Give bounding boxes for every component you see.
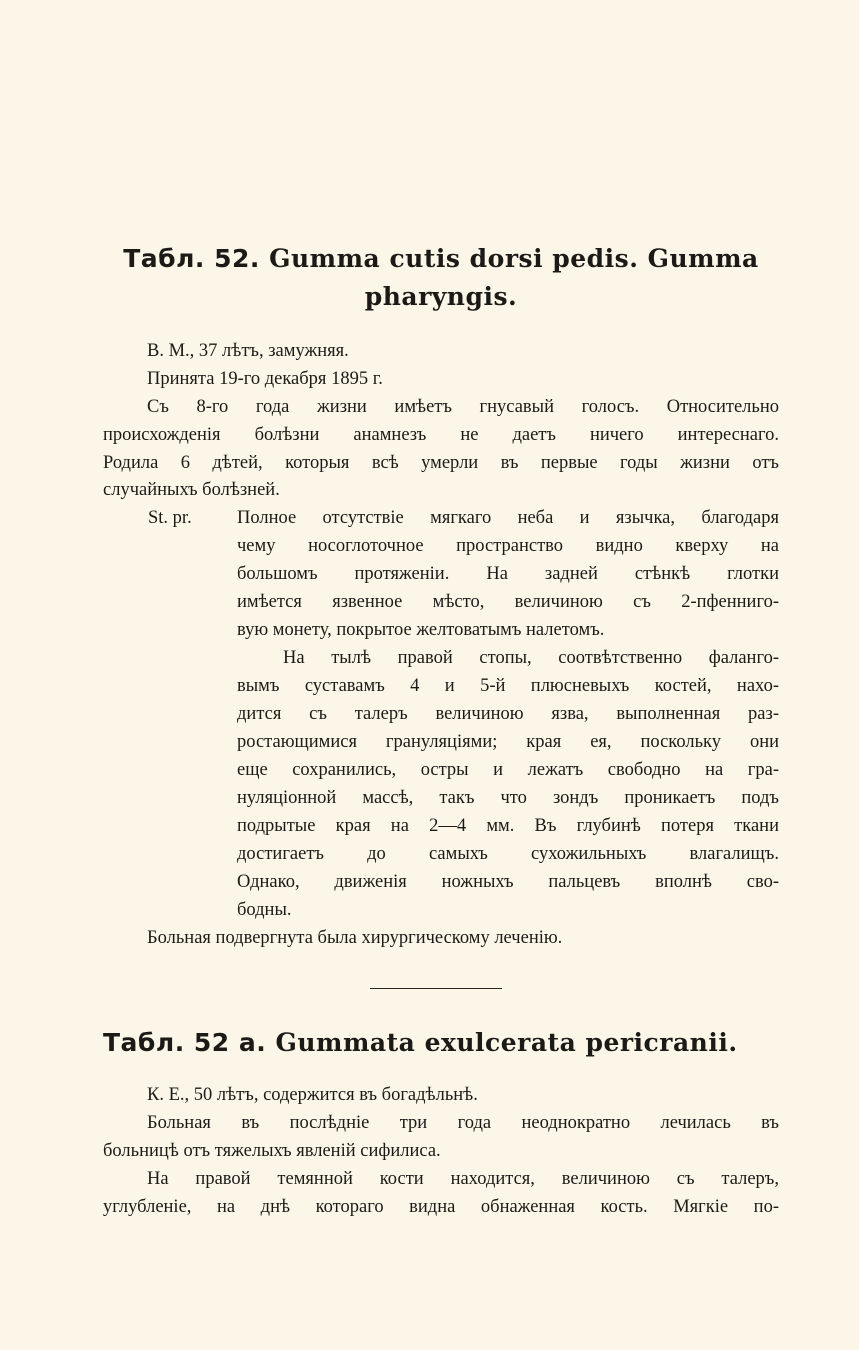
title-prefix: Табл. 52 а. xyxy=(103,1028,267,1057)
title-latin: Gummata exulcerata pericranii. xyxy=(275,1028,738,1057)
title-latin-line2: pharyngis. xyxy=(364,282,518,311)
status-line: вую монету, покрытое желтоватымъ налетомъ. xyxy=(237,620,605,640)
text-line: Больная въ послѣдніе три года неоднократно лечилась въ xyxy=(147,1113,779,1133)
status-line: ростающимися грануляціями; края ея, поскольку они xyxy=(237,732,779,752)
text-line: случайныхъ болѣзней. xyxy=(103,480,280,500)
section-title-52a xyxy=(103,1024,779,1062)
section-divider xyxy=(370,988,502,989)
text-line: Родила 6 дѣтей, которыя всѣ умерли въ первые годы жизни отъ xyxy=(103,453,779,473)
status-line: Полное отсутствіе мягкаго неба и язычка, благодаря xyxy=(237,508,779,528)
text-line: Принята 19-го декабря 1895 г. xyxy=(147,369,383,389)
status-line: подрытые края на 2—4 мм. Въ глубинѣ потеря ткани xyxy=(237,816,779,836)
text-line: К. Е., 50 лѣтъ, содержится въ богадѣльнѣ. xyxy=(147,1085,478,1105)
text-line: Съ 8-го года жизни имѣетъ гнусавый голосъ. Относительно xyxy=(147,397,779,417)
closing-line: Больная подвергнута была хирургическому леченію. xyxy=(147,928,563,948)
section-title-52 xyxy=(103,240,779,316)
status-line: Однако, движенія ножныхъ пальцевъ вполнѣ сво- xyxy=(237,872,779,892)
status-line: дится съ талеръ величиною язва, выполненная раз- xyxy=(237,704,779,724)
status-line: На тылѣ правой стопы, соотвѣтственно фаланго- xyxy=(283,648,779,668)
status-line: еще сохранились, остры и лежатъ свободно на гра- xyxy=(237,760,779,780)
title-prefix: Табл. 52. xyxy=(123,244,260,273)
status-line: достигаетъ до самыхъ сухожильныхъ влагалищъ. xyxy=(237,844,779,864)
text-line: В. М., 37 лѣтъ, замужняя. xyxy=(147,341,349,361)
text-line: углубленіе, на днѣ котораго видна обнаженная кость. Мягкіе по- xyxy=(103,1197,779,1217)
status-line: большомъ протяженіи. На задней стѣнкѣ глотки xyxy=(237,564,779,584)
status-line: бодны. xyxy=(237,900,292,920)
text-line: больницѣ отъ тяжелыхъ явленій сифилиса. xyxy=(103,1141,441,1161)
status-abbreviation: St. pr. xyxy=(148,508,192,528)
status-line: чему носоглоточное пространство видно кверху на xyxy=(237,536,779,556)
status-line: нуляціонной массѣ, такъ что зондъ проникаетъ подъ xyxy=(237,788,779,808)
text-line: На правой темянной кости находится, величиною съ талеръ, xyxy=(147,1169,779,1189)
title-latin: Gumma cutis dorsi pedis. Gumma xyxy=(269,244,759,273)
status-line: вымъ суставамъ 4 и 5-й плюсневыхъ костей, нахо- xyxy=(237,676,779,696)
text-line: происхожденія болѣзни анамнезъ не даетъ ничего интереснаго. xyxy=(103,425,779,445)
status-line: имѣется язвенное мѣсто, величиною съ 2-пфенниго- xyxy=(237,592,779,612)
